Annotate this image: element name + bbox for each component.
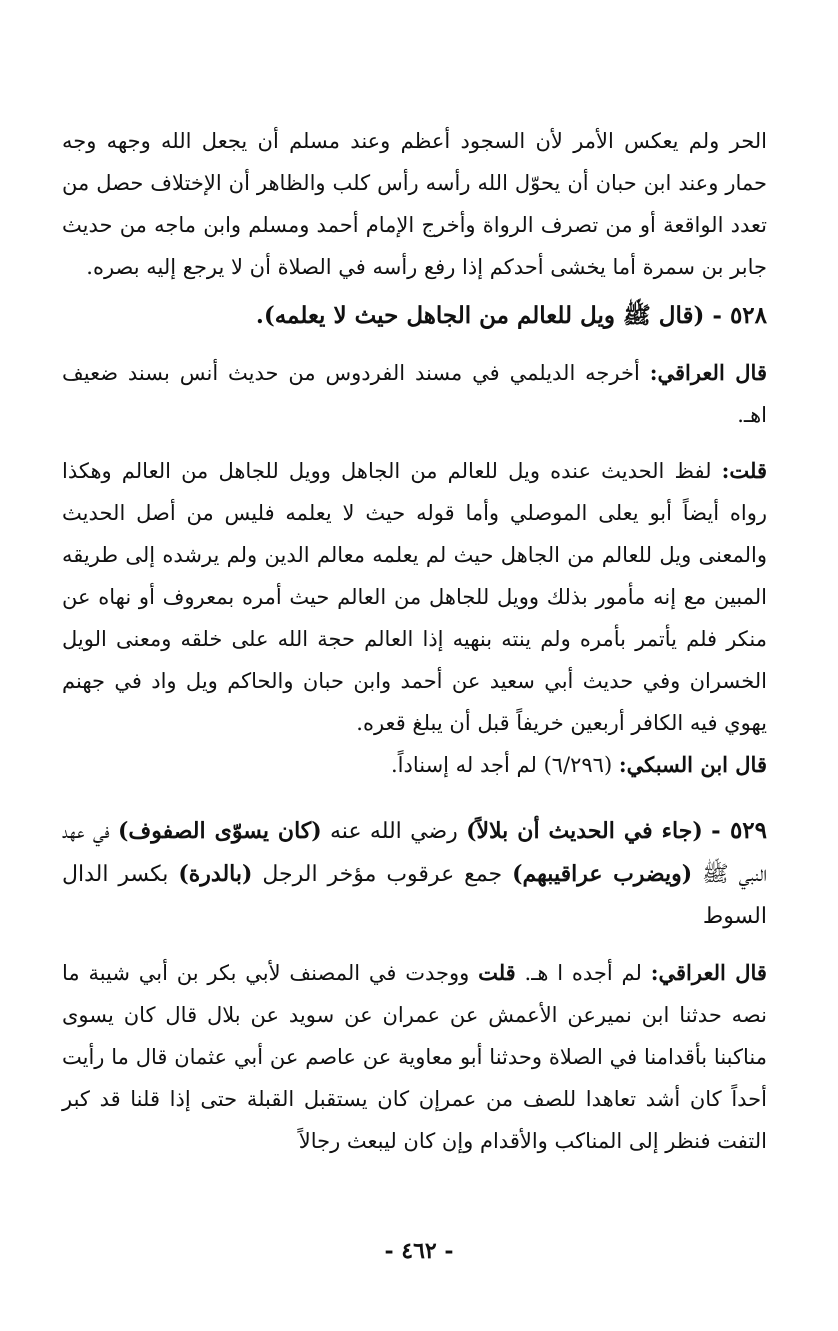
- hadith-text-bold: (كان يسوّى الصفوف): [118, 818, 322, 844]
- hadith-text: (قال ﷺ ويل للعالم من الجاهل حيث لا يعلمه).: [255, 302, 705, 329]
- commentary-text: (٦/٢٩٦) لم أجد له إسناداً.: [390, 753, 613, 777]
- paragraph-qultu-528: [62, 450, 767, 744]
- hadith-text-bold: (بالدرة): [178, 861, 253, 887]
- commentary-text: أخرجه الديلمي في مسند الفردوس من حديث أنس بسند ضعيف اهـ.: [62, 361, 767, 427]
- hadith-number: ٥٢٩ -: [711, 817, 768, 844]
- hadith-text: جمع عرقوب مؤخر الرجل: [262, 862, 503, 887]
- paragraph-subki: [62, 744, 767, 786]
- commentary-text: لم أجده ا هـ.: [524, 961, 642, 985]
- commentary-text: ووجدت في المصنف لأبي بكر بن أبي شيبة ما نصه حدثنا ابن نميرعن الأعمش عن عمران عن سويد عن بلال قال كان يسوى مناكبنا بأقدامنا في الصلاة وحدثنا أبو معاوية عن عاصم عن أبي عثمان قال ما رأيت أحداً كان أشد تعاهدا للصف من عمرإن كان يستقبل القبلة حتى إذا قلنا قد كبر التفت فنظر إلى المناكب والأقدام وإن كان ليبعث رجالاً: [62, 961, 767, 1153]
- speaker-label: قال العراقي:: [649, 360, 767, 385]
- hadith-number: ٥٢٨ -: [712, 302, 767, 329]
- speaker-label: قال العراقي:: [650, 960, 767, 985]
- hadith-heading-528: [62, 294, 767, 338]
- speaker-label: قلت: [478, 960, 516, 985]
- hadith-heading-529: [62, 810, 767, 938]
- hadith-text: رضي الله عنه: [330, 819, 458, 844]
- hadith-text: في عهد النبي ﷺ: [62, 819, 767, 887]
- speaker-label: قلت:: [721, 458, 767, 483]
- page-number: - ٤٦٢ -: [384, 1238, 454, 1264]
- hadith-text-bold: (جاء في الحديث أن بلالاً): [466, 818, 703, 844]
- hadith-text: بكسر الدال السوط: [62, 862, 767, 929]
- hadith-text-bold: (ويضرب عراقيبهم): [512, 861, 693, 887]
- paragraph-iraqi-528: [62, 352, 767, 436]
- commentary-text: لفظ الحديث عنده ويل للعالم من الجاهل وويل للجاهل من العالم وهكذا رواه أيضاً أبو يعلى الموصلي وأما قوله حيث لا يعلمه فليس من أصل الحديث والمعنى ويل للعالم من الجاهل حيث لم يعلمه معالم الدين ولم يرشده إلى طريقه المبين مع إنه مأمور بذلك وويل للجاهل من العالم حيث أمره بمعروف أو نهاه عن منكر فلم يأتمر بأمره ولم ينته بنهيه إذا العالم حجة الله على خلقه ومعنى الويل الخسران وفي حديث أبي سعيد عن أحمد وابن حبان والحاكم ويل واد في جهنم يهوي فيه الكافر أربعين خريفاً قبل أن يبلغ قعره.: [62, 459, 767, 735]
- paragraph-continuation: الحر ولم يعكس الأمر لأن السجود أعظم وعند مسلم أن يجعل الله وجهه وجه حمار وعند ابن حبان أن يحوّل الله رأسه رأس كلب والظاهر أن الإختلاف حصل من تعدد الواقعة أو من تصرف الرواة وأخرج الإمام أحمد ومسلم وابن ماجه من حديث جابر بن سمرة أما يخشى أحدكم إذا رفع رأسه في الصلاة أن لا يرجع إليه بصره.: [62, 129, 767, 279]
- paragraph-iraqi-529: [62, 952, 767, 1162]
- page-body: [62, 120, 767, 1162]
- speaker-label: قال ابن السبكي:: [618, 752, 767, 777]
